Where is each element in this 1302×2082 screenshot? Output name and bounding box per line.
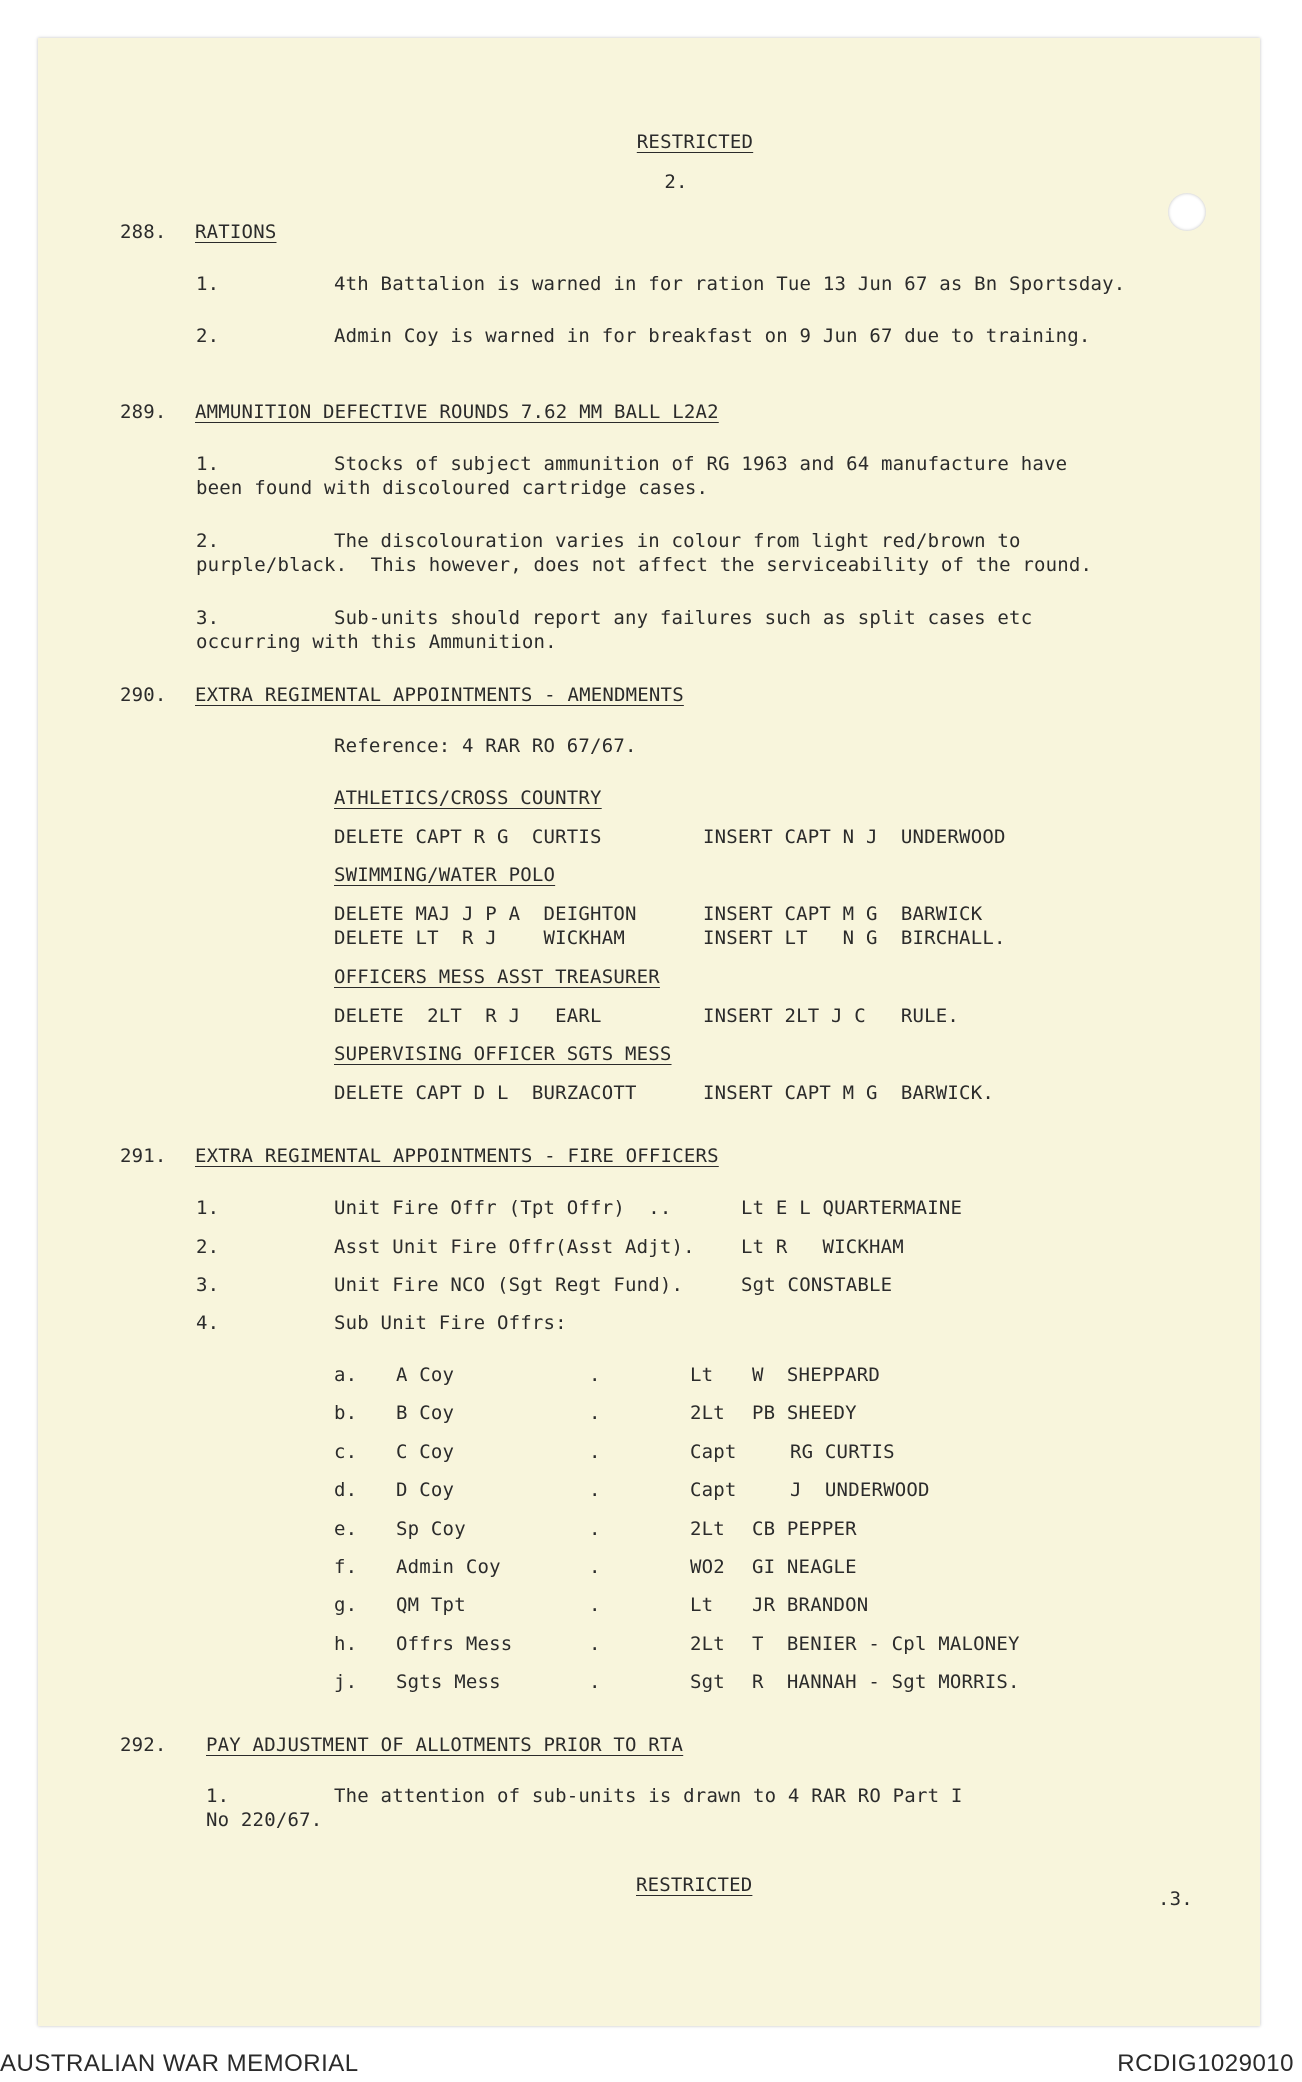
para-text: occurring with this Ammunition. [196, 631, 557, 653]
separator-dot: . [589, 1479, 601, 1501]
para-text: purple/black. This however, does not affect the serviceability of the round. [196, 554, 1093, 576]
delete-entry: DELETE 2LT R J EARL [334, 1005, 602, 1027]
next-page-number: .3. [1158, 1888, 1193, 1910]
section-title: RATIONS [195, 221, 277, 243]
separator-dot: . [589, 1594, 601, 1616]
sub-unit-officer: CB PEPPER [752, 1518, 857, 1540]
sub-unit-officer: J UNDERWOOD [790, 1479, 930, 1501]
sub-unit-rank: 2Lt [690, 1633, 725, 1655]
sub-unit-name: C Coy [396, 1441, 455, 1463]
item-number: 4. [196, 1312, 220, 1334]
para-text: No 220/67. [206, 1809, 323, 1831]
separator-dot: . [589, 1518, 601, 1540]
punch-hole [1168, 193, 1206, 231]
sub-unit-rank: 2Lt [690, 1518, 725, 1540]
sub-unit-officer: GI NEAGLE [752, 1556, 857, 1578]
delete-entry: DELETE CAPT R G CURTIS [334, 826, 602, 848]
insert-entry: INSERT 2LT J C RULE. [703, 1005, 960, 1027]
insert-entry: INSERT CAPT M G BARWICK [703, 903, 983, 925]
sub-unit-officer: T BENIER - Cpl MALONEY [752, 1633, 1020, 1655]
subheading: ATHLETICS/CROSS COUNTRY [334, 787, 602, 809]
delete-entry: DELETE MAJ J P A DEIGHTON [334, 903, 637, 925]
sub-unit-name: D Coy [396, 1479, 455, 1501]
sub-unit-letter: e. [334, 1518, 358, 1540]
sub-unit-officer: PB SHEEDY [752, 1402, 857, 1424]
fire-role: Asst Unit Fire Offr(Asst Adjt). [334, 1236, 695, 1258]
delete-entry: DELETE CAPT D L BURZACOTT [334, 1082, 637, 1104]
delete-entry: DELETE LT R J WICKHAM [334, 927, 625, 949]
sub-unit-letter: j. [334, 1671, 358, 1693]
sub-unit-name: Sp Coy [396, 1518, 466, 1540]
fire-officer: Sgt CONSTABLE [741, 1274, 893, 1296]
archive-id: RCDIG1029010 [1117, 2050, 1294, 2077]
para-text: The discolouration varies in colour from light red/brown to [334, 530, 1021, 552]
section-number: 289. [120, 401, 167, 423]
separator-dot: . [589, 1556, 601, 1578]
para-number: 2. [196, 325, 220, 347]
para-text: been found with discoloured cartridge cases. [196, 477, 709, 499]
sub-unit-name: Offrs Mess [396, 1633, 513, 1655]
sub-unit-name: Admin Coy [396, 1556, 501, 1578]
section-number: 292. [120, 1734, 167, 1756]
sub-unit-officer: R HANNAH - Sgt MORRIS. [752, 1671, 1020, 1693]
sub-unit-letter: d. [334, 1479, 358, 1501]
separator-dot: . [589, 1441, 601, 1463]
section-number: 288. [120, 221, 167, 243]
para-number: 1. [206, 1785, 230, 1807]
para-text: Admin Coy is warned in for breakfast on 9 Jun 67 due to training. [334, 325, 1091, 347]
fire-role: Unit Fire Offr (Tpt Offr) .. [334, 1197, 672, 1219]
sub-unit-rank: Capt [690, 1441, 737, 1463]
sub-unit-name: B Coy [396, 1402, 455, 1424]
classification-header: RESTRICTED [636, 131, 754, 153]
fire-officer: Lt E L QUARTERMAINE [741, 1197, 963, 1219]
subheading: SWIMMING/WATER POLO [334, 864, 556, 886]
insert-entry: INSERT CAPT M G BARWICK. [703, 1082, 994, 1104]
page-number: 2. [664, 171, 688, 193]
sub-unit-rank: 2Lt [690, 1402, 725, 1424]
sub-unit-letter: f. [334, 1556, 358, 1578]
para-text: Stocks of subject ammunition of RG 1963 and 64 manufacture have [334, 453, 1068, 475]
para-number: 1. [196, 453, 220, 475]
classification-footer: RESTRICTED [636, 1874, 753, 1896]
sub-unit-name: QM Tpt [396, 1594, 466, 1616]
insert-entry: INSERT LT N G BIRCHALL. [703, 927, 1006, 949]
sub-unit-rank: Lt [690, 1364, 714, 1386]
section-title: EXTRA REGIMENTAL APPOINTMENTS - FIRE OFFICERS [195, 1145, 719, 1167]
sub-unit-letter: a. [334, 1364, 358, 1386]
para-number: 1. [196, 273, 220, 295]
separator-dot: . [589, 1671, 601, 1693]
sub-unit-letter: g. [334, 1594, 358, 1616]
section-title: PAY ADJUSTMENT OF ALLOTMENTS PRIOR TO RTA [206, 1734, 684, 1756]
para-number: 2. [196, 530, 220, 552]
subheading: OFFICERS MESS ASST TREASURER [334, 966, 660, 988]
archive-label: AUSTRALIAN WAR MEMORIAL [0, 2050, 359, 2077]
section-title: AMMUNITION DEFECTIVE ROUNDS 7.62 MM BALL L2A2 [195, 401, 719, 423]
sub-unit-rank: Sgt [690, 1671, 725, 1693]
insert-entry: INSERT CAPT N J UNDERWOOD [703, 826, 1006, 848]
sub-unit-officer: RG CURTIS [790, 1441, 895, 1463]
subheading: SUPERVISING OFFICER SGTS MESS [334, 1043, 672, 1065]
sub-unit-name: Sgts Mess [396, 1671, 501, 1693]
sub-unit-letter: b. [334, 1402, 358, 1424]
fire-officer: Lt R WICKHAM [741, 1236, 904, 1258]
sub-unit-name: A Coy [396, 1364, 455, 1386]
sub-unit-rank: WO2 [690, 1556, 725, 1578]
para-text: 4th Battalion is warned in for ration Tue 13 Jun 67 as Bn Sportsday. [334, 273, 1126, 295]
sub-unit-letter: c. [334, 1441, 358, 1463]
fire-role: Unit Fire NCO (Sgt Regt Fund). [334, 1274, 684, 1296]
para-number: 3. [196, 607, 220, 629]
fire-role: Sub Unit Fire Offrs: [334, 1312, 567, 1334]
separator-dot: . [589, 1364, 601, 1386]
section-number: 290. [120, 684, 167, 706]
para-text: The attention of sub-units is drawn to 4 RAR RO Part I [334, 1785, 963, 1807]
sub-unit-letter: h. [334, 1633, 358, 1655]
sub-unit-officer: JR BRANDON [752, 1594, 869, 1616]
para-text: Sub-units should report any failures such as split cases etc [334, 607, 1033, 629]
separator-dot: . [589, 1633, 601, 1655]
sub-unit-officer: W SHEPPARD [752, 1364, 881, 1386]
sub-unit-rank: Lt [690, 1594, 714, 1616]
section-number: 291. [120, 1145, 167, 1167]
item-number: 1. [196, 1197, 220, 1219]
item-number: 3. [196, 1274, 220, 1296]
reference-text: Reference: 4 RAR RO 67/67. [334, 735, 637, 757]
section-title: EXTRA REGIMENTAL APPOINTMENTS - AMENDMENTS [195, 684, 684, 706]
item-number: 2. [196, 1236, 220, 1258]
sub-unit-rank: Capt [690, 1479, 737, 1501]
separator-dot: . [589, 1402, 601, 1424]
